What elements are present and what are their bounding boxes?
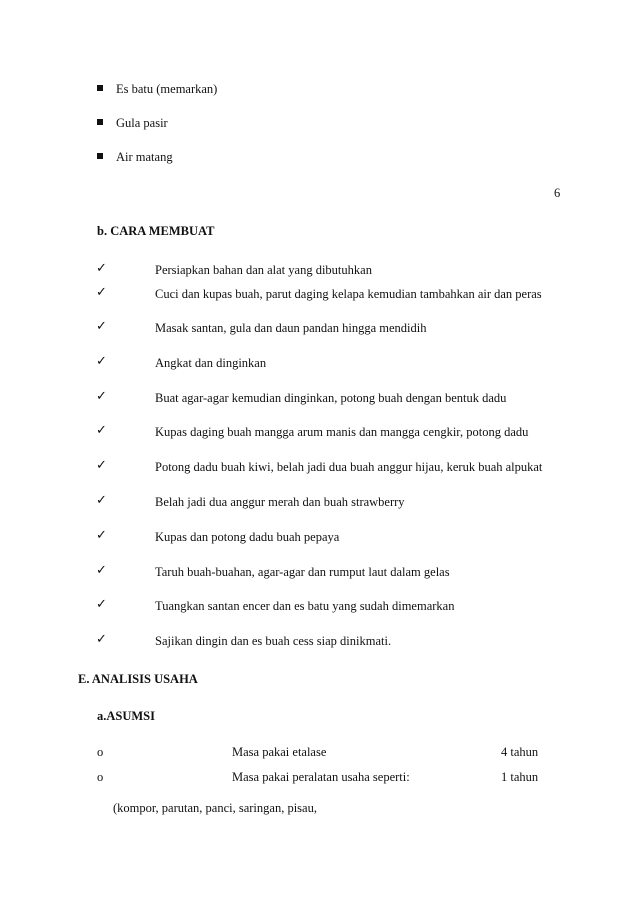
circle-bullet: o (97, 770, 104, 784)
ingredient-item: Gula pasir (116, 116, 168, 130)
ingredient-item: Es batu (memarkan) (116, 82, 218, 96)
checkmark-icon: ✓ (96, 458, 107, 473)
assumption-value: 4 tahun (501, 745, 539, 759)
checkmark-icon: ✓ (96, 632, 107, 647)
checkmark-icon: ✓ (96, 285, 107, 300)
checkmark-icon: ✓ (96, 389, 107, 404)
checkmark-icon: ✓ (96, 493, 107, 508)
checkmark-icon: ✓ (96, 423, 107, 438)
assumption-label: Masa pakai peralatan usaha seperti: (232, 770, 410, 784)
step-item: Belah jadi dua anggur merah dan buah strawberry (155, 495, 405, 509)
checkmark-icon: ✓ (96, 597, 107, 612)
step-item: Kupas daging buah mangga arum manis dan mangga cengkir, potong dadu (155, 425, 529, 439)
section-heading-analisis-usaha: E. ANALISIS USAHA (78, 672, 198, 686)
step-item: Masak santan, gula dan daun pandan hingga mendidih (155, 321, 427, 335)
checkmark-icon: ✓ (96, 528, 107, 543)
step-item: Sajikan dingin dan es buah cess siap dinikmati. (155, 634, 392, 648)
assumption-value: 1 tahun (501, 770, 539, 784)
subsection-heading-asumsi: a.ASUMSI (97, 709, 155, 723)
checkmark-icon: ✓ (96, 354, 107, 369)
section-heading-cara-membuat: b. CARA MEMBUAT (97, 224, 215, 238)
step-item: Cuci dan kupas buah, parut daging kelapa kemudian tambahkan air dan peras (155, 287, 542, 301)
circle-bullet: o (97, 745, 104, 759)
page-number: 6 (554, 186, 561, 200)
step-item: Taruh buah-buahan, agar-agar dan rumput laut dalam gelas (155, 565, 450, 579)
step-item: Tuangkan santan encer dan es batu yang sudah dimemarkan (155, 599, 455, 613)
checkmark-icon: ✓ (96, 319, 107, 334)
step-item: Buat agar-agar kemudian dinginkan, potong buah dengan bentuk dadu (155, 391, 507, 405)
square-bullet-icon (97, 85, 103, 91)
checkmark-icon: ✓ (96, 261, 107, 276)
square-bullet-icon (97, 153, 103, 159)
checkmark-icon: ✓ (96, 563, 107, 578)
step-item: Potong dadu buah kiwi, belah jadi dua buah anggur hijau, keruk buah alpukat (155, 460, 543, 474)
step-item: Persiapkan bahan dan alat yang dibutuhkan (155, 263, 372, 277)
assumption-note: (kompor, parutan, panci, saringan, pisau, (113, 801, 317, 815)
square-bullet-icon (97, 119, 103, 125)
ingredient-item: Air matang (116, 150, 173, 164)
assumption-label: Masa pakai etalase (232, 745, 327, 759)
step-item: Kupas dan potong dadu buah pepaya (155, 530, 340, 544)
step-item: Angkat dan dinginkan (155, 356, 267, 370)
